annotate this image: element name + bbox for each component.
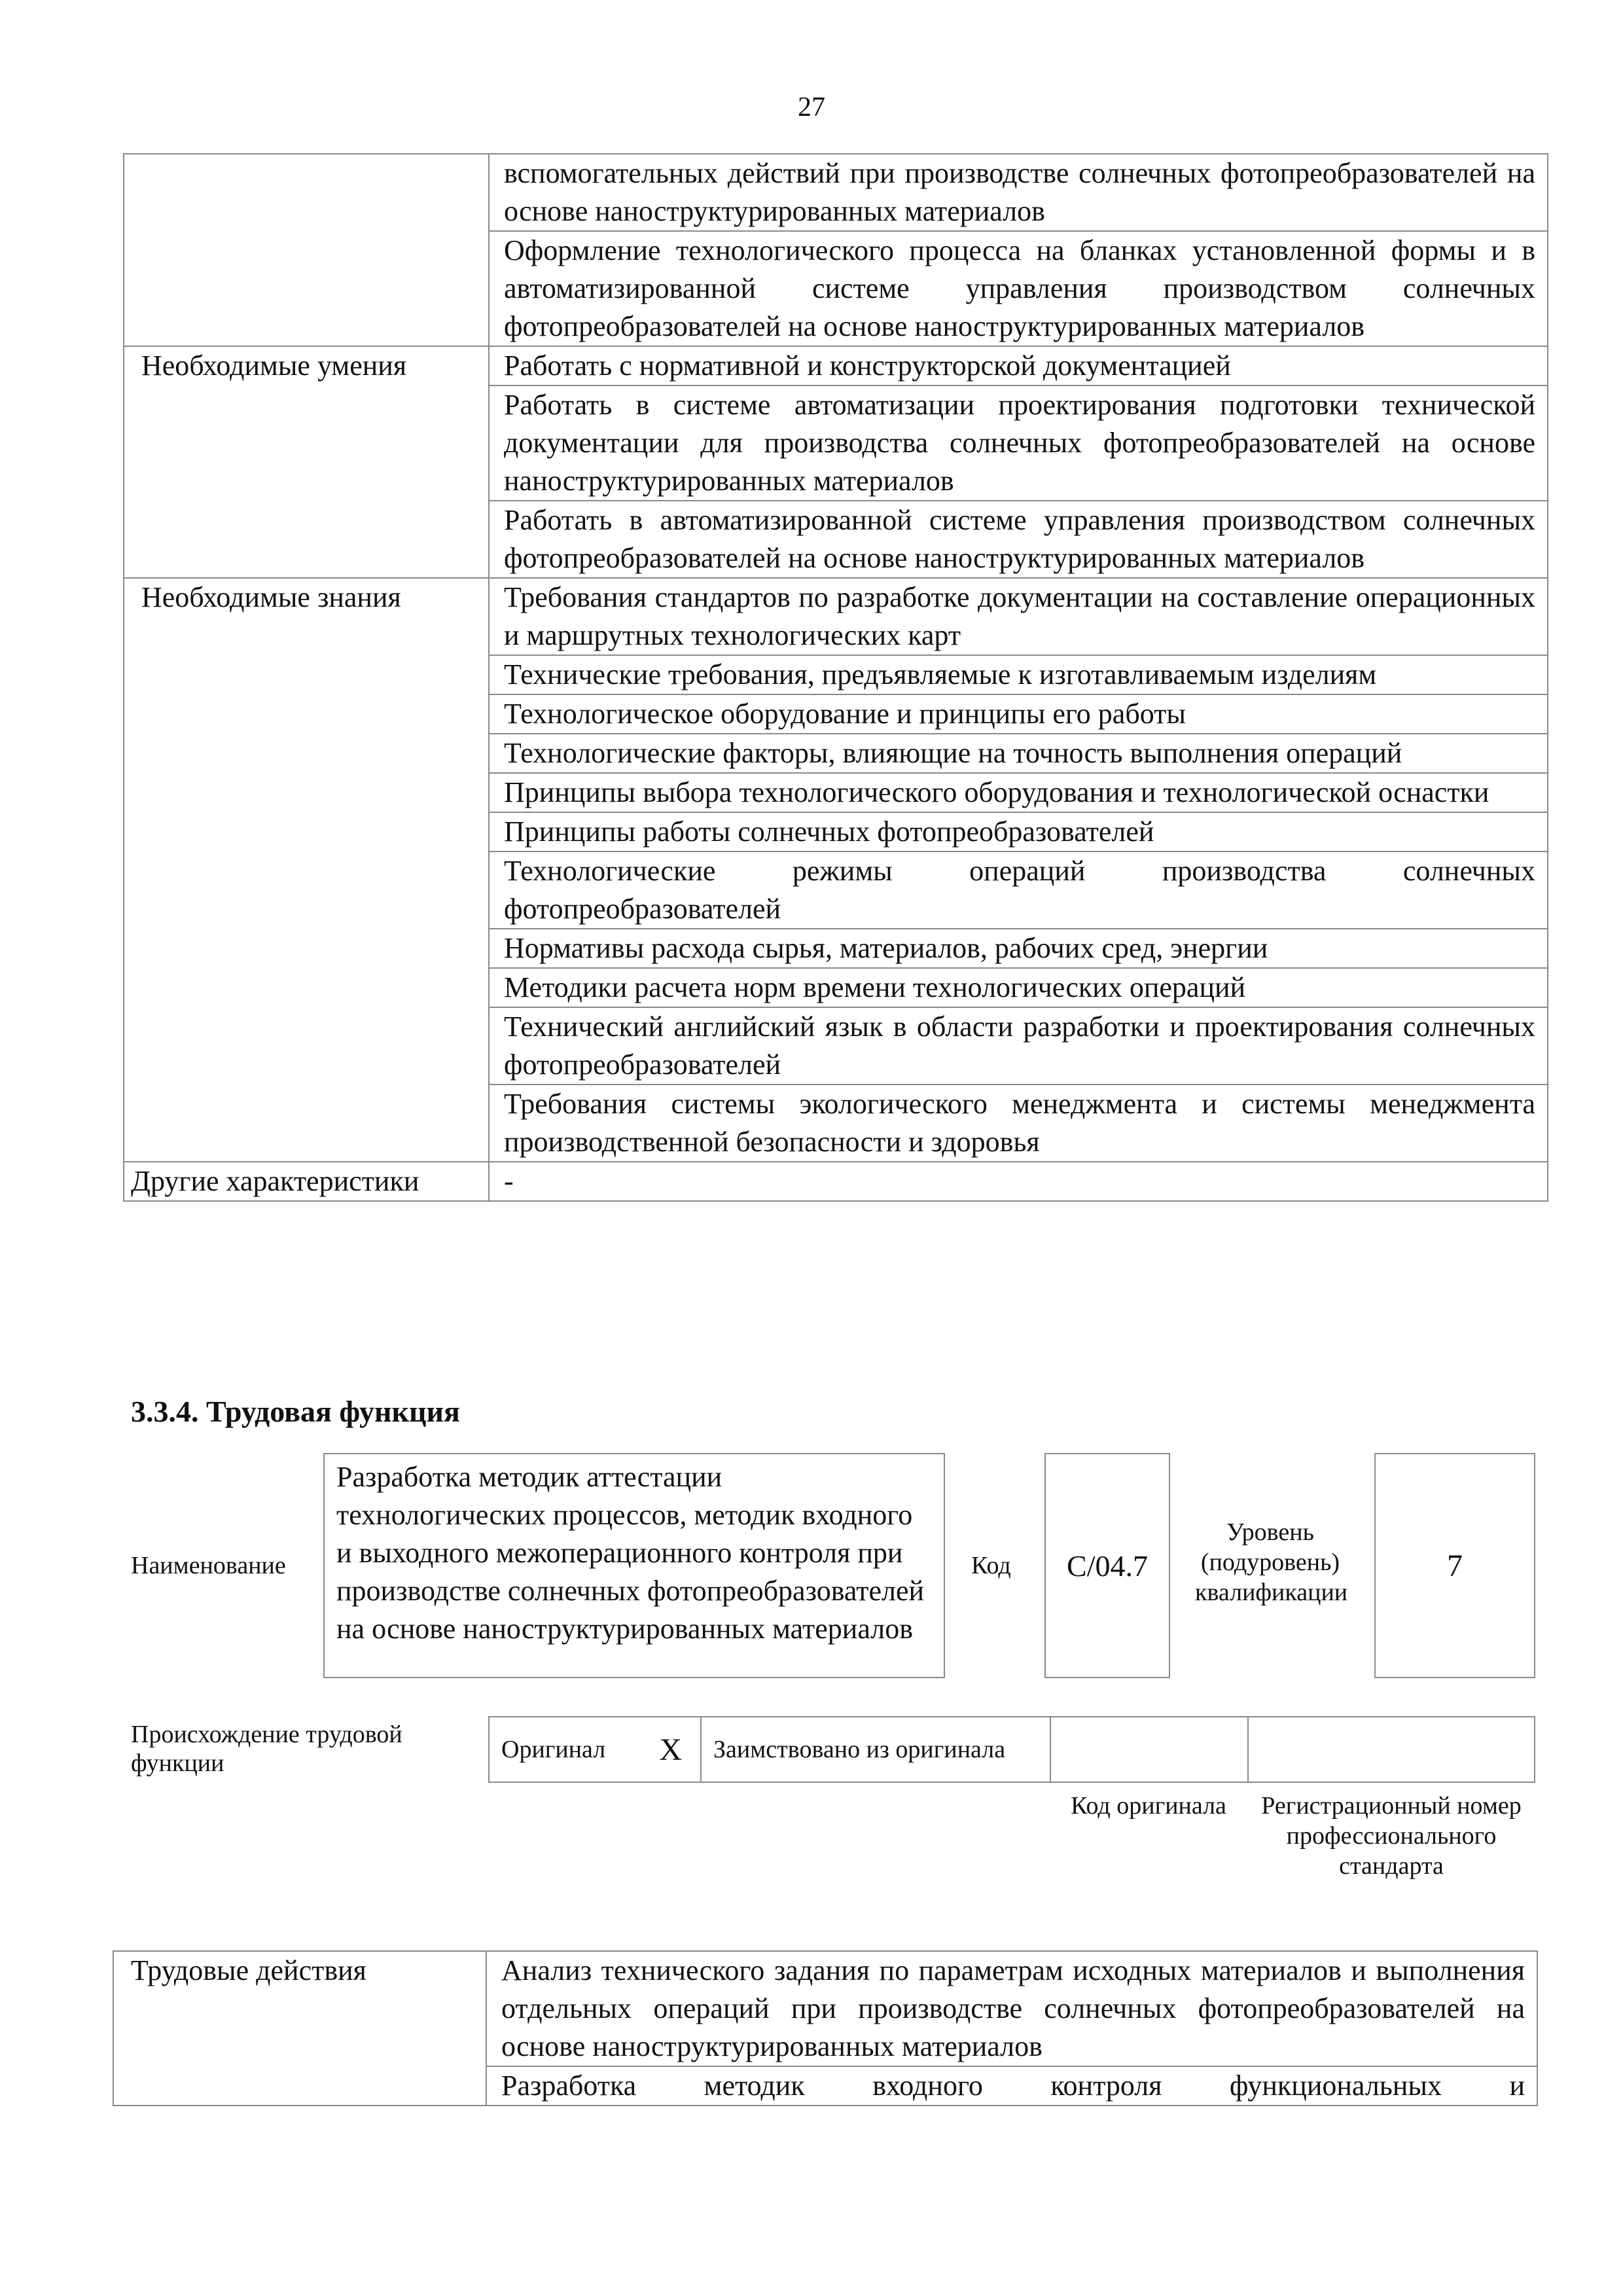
table-row	[124, 154, 1548, 231]
table-row	[113, 1951, 1537, 2066]
list-item: Работать в автоматизированной системе управления производством солнечных фотопреобразователей на основе наноструктурированных материалов	[489, 501, 1548, 578]
knowledge-label: Необходимые знания	[124, 578, 489, 1162]
labor-actions-label: Трудовые действия	[113, 1951, 486, 2106]
list-item: Методики расчета норм времени технологических операций	[489, 968, 1548, 1007]
labor-actions-table	[113, 1950, 1538, 2106]
list-item: Оформление технологического процесса на бланках установленной формы и в автоматизированной системе управления производством солнечных фотопреобразователей на основе наноструктурированных материалов	[489, 231, 1548, 346]
other-characteristics-label: Другие характеристики	[124, 1162, 489, 1201]
level-value: 7	[1447, 1548, 1463, 1583]
list-item: -	[489, 1162, 1548, 1201]
list-item: Требования стандартов по разработке документации на составление операционных и маршрутных технологических карт	[489, 578, 1548, 655]
list-item: Работать с нормативной и конструкторской документацией	[489, 346, 1548, 386]
level-box	[1374, 1453, 1535, 1678]
list-item: Технические требования, предъявляемые к изготавливаемым изделиям	[489, 655, 1548, 694]
code-value: C/04.7	[1067, 1549, 1148, 1583]
section-heading: 3.3.4. Трудовая функция	[131, 1395, 460, 1428]
original-label: Оригинал	[501, 1736, 606, 1763]
list-item: Анализ технического задания по параметрам исходных материалов и выполнения отдельных операций при производстве солнечных фотопреобразователей на основе наноструктурированных материалов	[486, 1951, 1537, 2066]
list-item: Требования системы экологического менеджмента и системы менеджмента производственной безопасности и здоровья	[489, 1085, 1548, 1162]
list-item: Разработка методик входного контроля функциональных и	[486, 2066, 1537, 2106]
page-number: 27	[798, 92, 825, 122]
code-original-caption: Код оригинала	[1071, 1792, 1226, 1820]
borrowed-cell	[702, 1717, 1051, 1782]
reg-number-caption: Регистрационный номер профессионального стандарта	[1261, 1792, 1522, 1880]
origin-label: Происхождение трудовой функции	[131, 1721, 402, 1777]
list-item: Технологические факторы, влияющие на точность выполнения операций	[489, 734, 1548, 773]
row-label	[124, 154, 489, 346]
qualification-level-label: Уровень (подуровень) квалификации	[1195, 1518, 1348, 1606]
original-cell	[490, 1717, 702, 1782]
list-item: Технологическое оборудование и принципы его работы	[489, 694, 1548, 734]
table-row	[124, 578, 1548, 655]
original-mark: X	[659, 1732, 682, 1767]
competencies-table	[123, 153, 1548, 1202]
borrowed-label: Заимствовано из оригинала	[713, 1736, 1006, 1763]
list-item: вспомогательных действий при производстве солнечных фотопреобразователей на основе наноструктурированных материалов	[489, 154, 1548, 231]
list-item: Принципы выбора технологического оборудования и технологической оснастки	[489, 773, 1548, 812]
list-item: Технологические режимы операций производства солнечных фотопреобразователей	[489, 852, 1548, 929]
table-row	[124, 346, 1548, 386]
skills-label: Необходимые умения	[124, 346, 489, 578]
list-item: Работать в системе автоматизации проектирования подготовки технической документации для производства солнечных фотопреобразователей на основе наноструктурированных материалов	[489, 386, 1548, 501]
code-label: Код	[971, 1552, 1011, 1579]
origin-box	[488, 1716, 1535, 1783]
table-row	[124, 1162, 1548, 1201]
list-item: Нормативы расхода сырья, материалов, рабочих сред, энергии	[489, 929, 1548, 968]
list-item: Принципы работы солнечных фотопреобразователей	[489, 812, 1548, 852]
list-item: Технический английский язык в области разработки и проектирования солнечных фотопреобразователей	[489, 1007, 1548, 1085]
name-label: Наименование	[131, 1552, 286, 1579]
code-box	[1044, 1453, 1170, 1678]
original-code-cell	[1051, 1717, 1249, 1782]
function-name-box: Разработка методик аттестации технологических процессов, методик входного и выходного межоперационного контроля при производстве солнечных фотопреобразователей на основе наноструктурированных материалов	[323, 1453, 945, 1678]
reg-number-cell	[1249, 1717, 1534, 1782]
